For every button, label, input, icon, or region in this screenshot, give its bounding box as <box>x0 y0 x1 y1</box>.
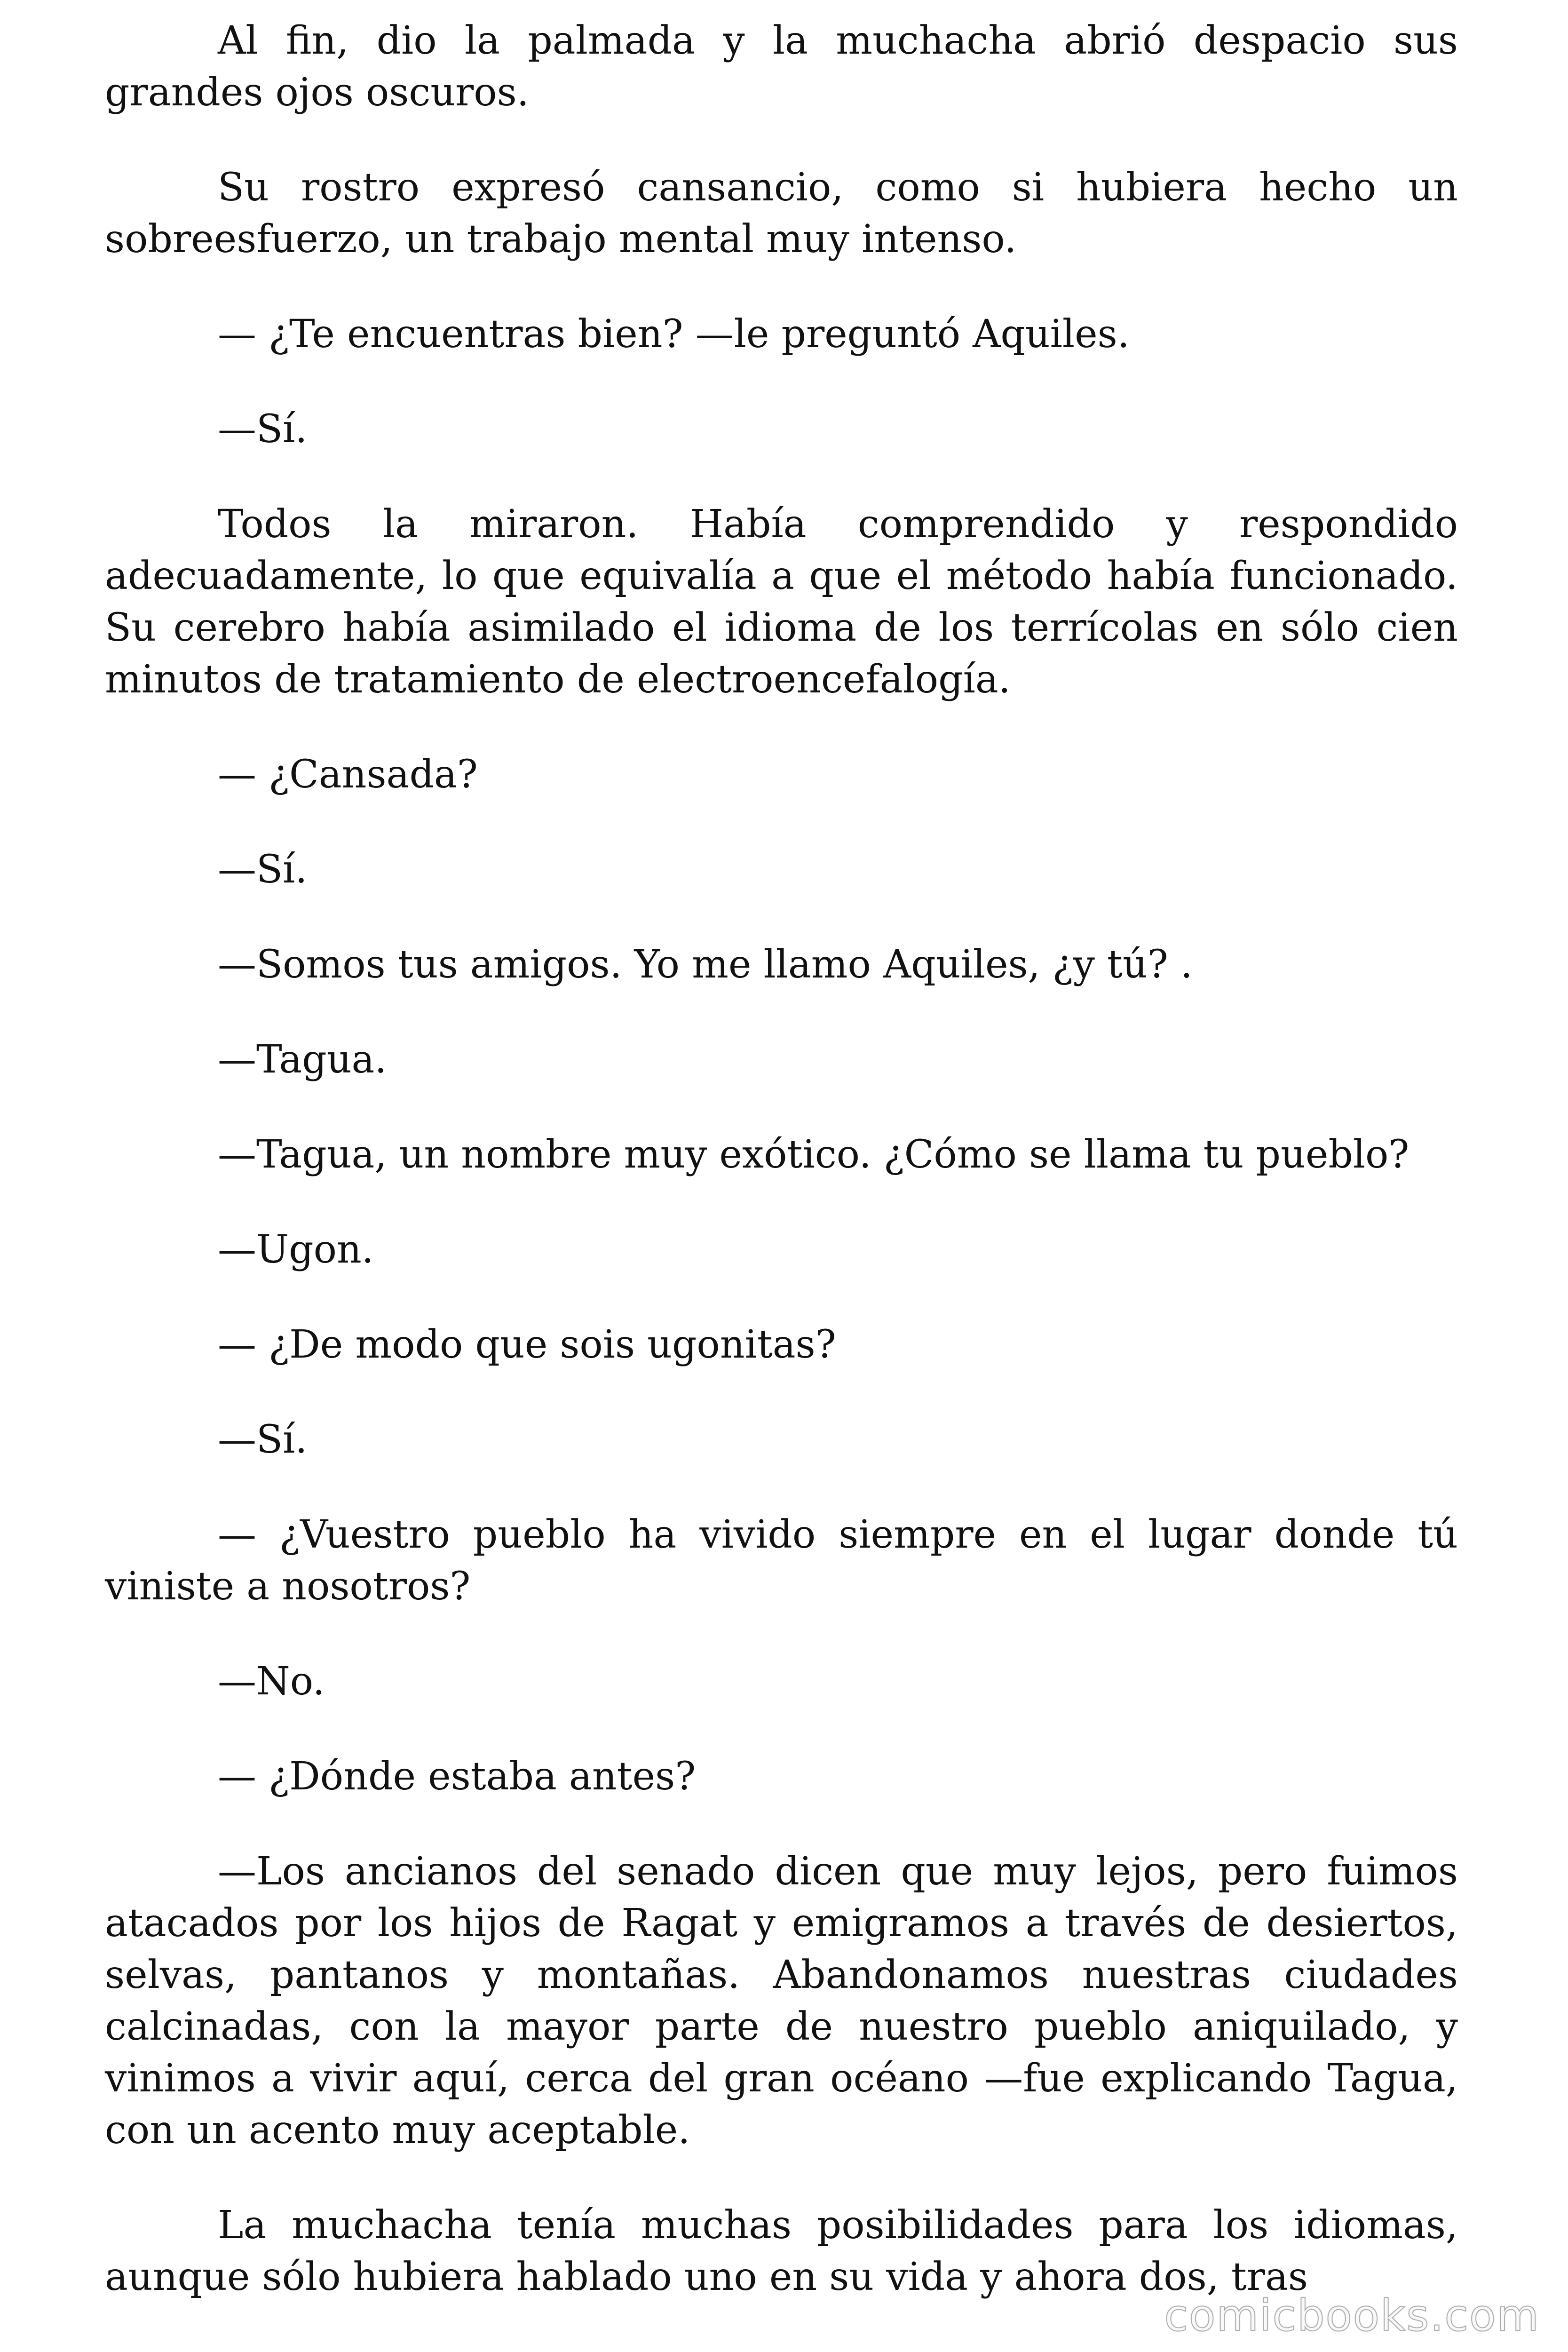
paragraph: —Tagua, un nombre muy exótico. ¿Cómo se llama tu pueblo? <box>218 1132 1410 1177</box>
paragraph: —Somos tus amigos. Yo me llamo Aquiles, ¿y tú? . <box>218 942 1193 987</box>
paragraph: — ¿De modo que sois ugonitas? <box>218 1322 836 1367</box>
paragraph: —Ugon. <box>218 1227 374 1272</box>
paragraph: —Los ancianos del senado dicen que muy lejos, pero fuimos atacados por los hijos de Ragat y emigramos a través de desiertos, selvas, pantanos y montañas. Abandonamos nuestras ciudades calcinadas, con la mayor parte de nuestro pueblo aniquilado, y vinimos a vivir aquí, cerca del gran océano —fue explicando Tagua, con un acento muy aceptable. <box>105 1849 1458 2153</box>
paragraph: — ¿Vuestro pueblo ha vivido siempre en el lugar donde tú viniste a nosotros? <box>105 1512 1458 1609</box>
paragraph: Al fin, dio la palmada y la muchacha abrió despacio sus grandes ojos oscuros. <box>105 18 1458 115</box>
paragraph: Todos la miraron. Había comprendido y respondido adecuadamente, lo que equivalía a que el método había funcionado. Su cerebro había asimilado el idioma de los terrícolas en sólo cien minutos de tratamiento de electroencefalogía. <box>105 502 1458 702</box>
paragraph: —Sí. <box>218 847 308 892</box>
paragraph: —Tagua. <box>218 1037 387 1082</box>
paragraph: — ¿Dónde estaba antes? <box>218 1754 696 1799</box>
paragraph: —Sí. <box>218 407 308 452</box>
paragraph: La muchacha tenía muchas posibilidades para los idiomas, aunque sólo hubiera hablado uno en su vida y ahora dos, tras <box>105 2203 1458 2299</box>
paragraph: — ¿Cansada? <box>218 752 478 797</box>
paragraph: —No. <box>218 1659 325 1704</box>
paragraph: —Sí. <box>218 1417 308 1462</box>
paragraph: Su rostro expresó cansancio, como si hubiera hecho un sobreesfuerzo, un trabajo mental muy intenso. <box>105 165 1458 262</box>
paragraph: — ¿Te encuentras bien? —le preguntó Aquiles. <box>218 312 1130 357</box>
watermark: comicbooks.com <box>1164 2290 1540 2341</box>
body-text <box>105 15 1458 2303</box>
